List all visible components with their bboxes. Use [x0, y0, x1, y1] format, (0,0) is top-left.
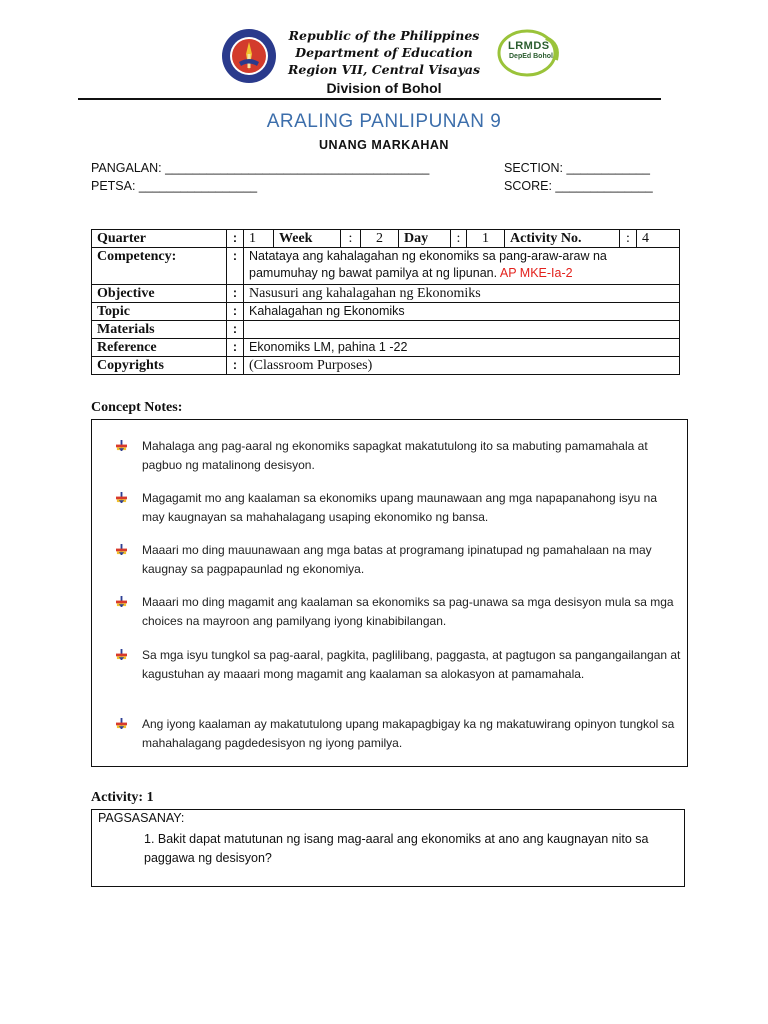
colon: : — [341, 230, 361, 248]
list-item — [116, 646, 681, 684]
quarter-label: Quarter — [92, 230, 227, 248]
list-item — [116, 715, 681, 753]
header-republic: Republic of the Philippines — [288, 28, 480, 43]
colon: : — [451, 230, 467, 248]
header-division: Division of Bohol — [326, 80, 442, 96]
concept-note-text: Maaari mo ding mauunawaan ang mga batas at programang ipinatupad ng pamahalaan na may kaugnay sa pagpapaunlad ng ekonomiya. — [142, 543, 652, 576]
concept-notes-heading: Concept Notes: — [91, 400, 183, 415]
concept-notes-box — [91, 419, 688, 767]
colon: : — [227, 339, 244, 357]
table-row — [92, 285, 680, 303]
pagsasanay-label: PAGSASANAY: — [98, 811, 185, 825]
list-item — [116, 437, 681, 475]
copyrights-label: Copyrights — [92, 357, 227, 375]
concept-note-text: Maaari mo ding magamit ang kaalaman sa ekonomiks sa pag-unawa sa mga desisyon mula sa mga choices na mayroon ang pamilyang iyong kinabibilangan. — [142, 595, 674, 628]
colon: : — [227, 321, 244, 339]
petsa-field[interactable]: PETSA: _________________ — [91, 179, 258, 193]
page-subtitle: UNANG MARKAHAN — [319, 138, 449, 152]
list-item — [116, 593, 681, 631]
arrow-bullet-icon — [116, 718, 127, 729]
list-item — [116, 541, 681, 579]
topic-value: Kahalagahan ng Ekonomiks — [244, 303, 680, 321]
materials-value — [244, 321, 680, 339]
arrow-bullet-icon — [116, 440, 127, 451]
topic-label: Topic — [92, 303, 227, 321]
activity-heading: Activity: 1 — [91, 790, 154, 805]
concept-note-text: Magagamit mo ang kaalaman sa ekonomiks upang maunawaan ang mga napapanahong isyu na may kaugnayan sa mahahalagang usaping ekonomiko ng bansa. — [142, 491, 658, 524]
table-row — [92, 357, 680, 375]
table-row — [92, 339, 680, 357]
quarter-value: 1 — [244, 230, 274, 248]
competency-code: AP MKE-Ia-2 — [499, 266, 573, 280]
colon: : — [227, 303, 244, 321]
copyrights-value: (Classroom Purposes) — [244, 357, 680, 375]
arrow-bullet-icon — [116, 596, 127, 607]
competency-value: Natataya ang kahalagahan ng ekonomiks sa pang-araw-araw na pamumuhay ng bawat pamilya at ng lipunan. — [249, 249, 607, 280]
page-title: ARALING PANLIPUNAN 9 — [266, 111, 502, 132]
arrow-bullet-icon — [116, 649, 127, 660]
activity-no-value: 4 — [637, 230, 680, 248]
colon: : — [227, 248, 244, 285]
concept-note-text: Sa mga isyu tungkol sa pag-aaral, pagkita, paglilibang, paggasta, at pagtugon sa pangangailangan at kagustuhan ay maaari mong magamit ang kaalaman sa alokasyon at pamamahala. — [142, 648, 681, 681]
objective-label: Objective — [92, 285, 227, 303]
objective-value: Nasusuri ang kahalagahan ng Ekonomiks — [244, 285, 680, 303]
activity-no-label: Activity No. — [505, 230, 620, 248]
score-field[interactable]: SCORE: ______________ — [504, 179, 653, 193]
competency-label: Competency: — [92, 248, 227, 285]
pangalan-field[interactable]: PANGALAN: ______________________________________ — [91, 161, 430, 175]
lrmds-logo — [494, 26, 568, 80]
section-field[interactable]: SECTION: ____________ — [504, 161, 650, 175]
header-region: Region VII, Central Visayas — [287, 62, 481, 77]
materials-label: Materials — [92, 321, 227, 339]
header-department: Department of Education — [295, 45, 473, 60]
colon: : — [227, 230, 244, 248]
reference-value: Ekonomiks LM, pahina 1 -22 — [244, 339, 680, 357]
week-value: 2 — [361, 230, 399, 248]
table-row — [92, 230, 680, 248]
lrmds-logo-text: LRMDS — [508, 40, 550, 52]
day-label: Day — [399, 230, 451, 248]
colon: : — [227, 357, 244, 375]
table-row — [92, 248, 680, 285]
competency-value-cell — [244, 248, 680, 285]
reference-label: Reference — [92, 339, 227, 357]
list-item — [116, 489, 681, 527]
concept-note-text: Mahalaga ang pag-aaral ng ekonomiks sapagkat makatutulong ito sa mabuting pamamahala at pagbuo ng matalinong desisyon. — [142, 439, 648, 472]
colon: : — [227, 285, 244, 303]
header-divider — [78, 98, 661, 100]
lesson-info-table — [91, 229, 680, 375]
activity-box — [91, 809, 685, 887]
day-value: 1 — [467, 230, 505, 248]
table-row — [92, 321, 680, 339]
lrmds-logo-subtext: DepEd Bohol — [509, 53, 553, 60]
arrow-bullet-icon — [116, 544, 127, 555]
activity-question: 1. Bakit dapat matutunan ng isang mag-aaral ang ekonomiks at ano ang kaugnayan nito sa paggawa ng desisyon? — [144, 832, 649, 865]
colon: : — [620, 230, 637, 248]
arrow-bullet-icon — [116, 492, 127, 503]
week-label: Week — [274, 230, 341, 248]
table-row — [92, 303, 680, 321]
concept-note-text: Ang iyong kaalaman ay makatutulong upang makapagbigay ka ng makatuwirang opinyon tungkol sa mahahalagang pagdedesisyon ng iyong pamilya. — [142, 717, 675, 750]
